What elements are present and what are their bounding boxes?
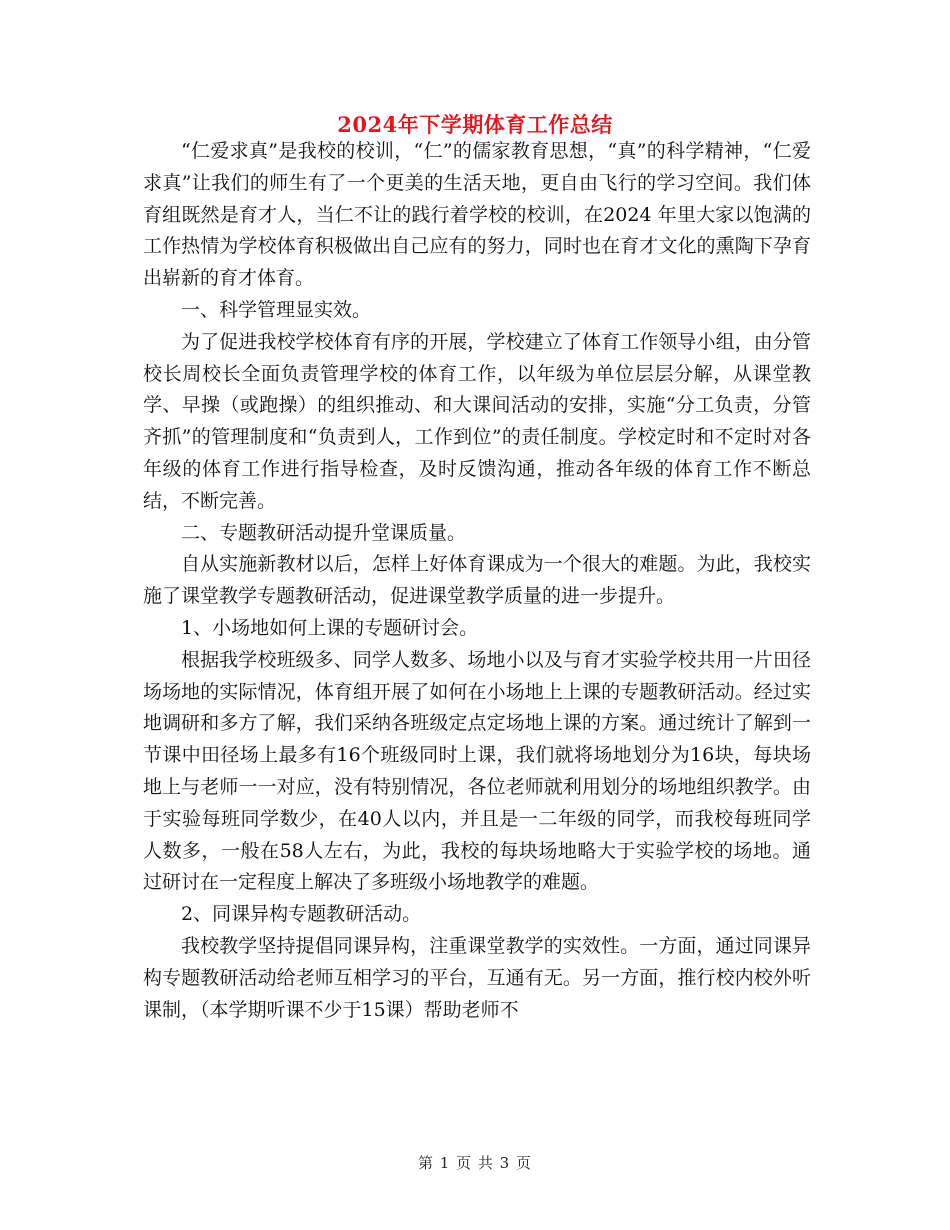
paragraph-same-lesson: 我校教学坚持提倡同课异构，注重课堂教学的实效性。一方面，通过同课异构专题教研活动给老师互相学习的平台，互通有无。另一方面，推行校内校外听课制，（本学期听课不少于15课）帮助老师不 xyxy=(143,934,811,1021)
paragraph-management: 为了促进我校学校体育有序的开展，学校建立了体育工作领导小组，由分管校长周校长全面负责管理学校的体育工作，以年级为单位层层分解，从课堂教学、早操（或跑操）的组织推动、和大课间活动的安排，实施“分工负责，分管齐抓”的管理制度和“负责到人，工作到位”的责任制度。学校定时和不定时对各年级的体育工作进行指导检查，及时反馈沟通，推动各年级的体育工作不断总结，不断完善。 xyxy=(143,330,811,512)
section-heading-2: 二、专题教研活动提升堂课质量。 xyxy=(181,521,467,544)
page-footer: 第 1 页 共 3 页 xyxy=(418,1154,532,1172)
subsection-heading-2: 2、同课异构专题教研活动。 xyxy=(181,903,422,926)
document-title: 2024年下学期体育工作总结 xyxy=(337,112,613,137)
subsection-heading-1: 1、小场地如何上课的专题研讨会。 xyxy=(181,616,479,639)
paragraph-teaching-research: 自从实施新教材以后，怎样上好体育课成为一个很大的难题。为此，我校实施了课堂教学专题教研活动，促进课堂教学质量的进一步提升。 xyxy=(143,553,811,608)
document-body xyxy=(143,136,811,1026)
section-heading-1: 一、科学管理显实效。 xyxy=(181,298,372,321)
paragraph-small-field: 根据我学校班级多、同学人数多、场地小以及与育才实验学校共用一片田径场场地的实际情况，体育组开展了如何在小场地上上课的专题教研活动。经过实地调研和多方了解，我们采纳各班级定点定场地上课的方案。通过统计了解到一节课中田径场上最多有16个班级同时上课，我们就将场地划分为16块，每块场地上与老师一一对应，没有特别情况，各位老师就利用划分的场地组织教学。由于实验每班同学数少，在40人以内，并且是一二年级的同学，而我校每班同学人数多，一般在58人左右，为此，我校的每块场地略大于实验学校的场地。通过研讨在一定程度上解决了多班级小场地教学的难题。 xyxy=(143,648,811,894)
paragraph-intro: “仁爱求真”是我校的校训，“仁”的儒家教育思想，“真”的科学精神，“仁爱求真”让我们的师生有了一个更美的生活天地，更自由飞行的学习空间。我们体育组既然是育才人，当仁不让的践行着学校的校训，在2024 年里大家以饱满的工作热情为学校体育积极做出自己应有的努力，同时也在育才文化的熏陶下孕育出崭新的育才体育。 xyxy=(143,140,811,290)
